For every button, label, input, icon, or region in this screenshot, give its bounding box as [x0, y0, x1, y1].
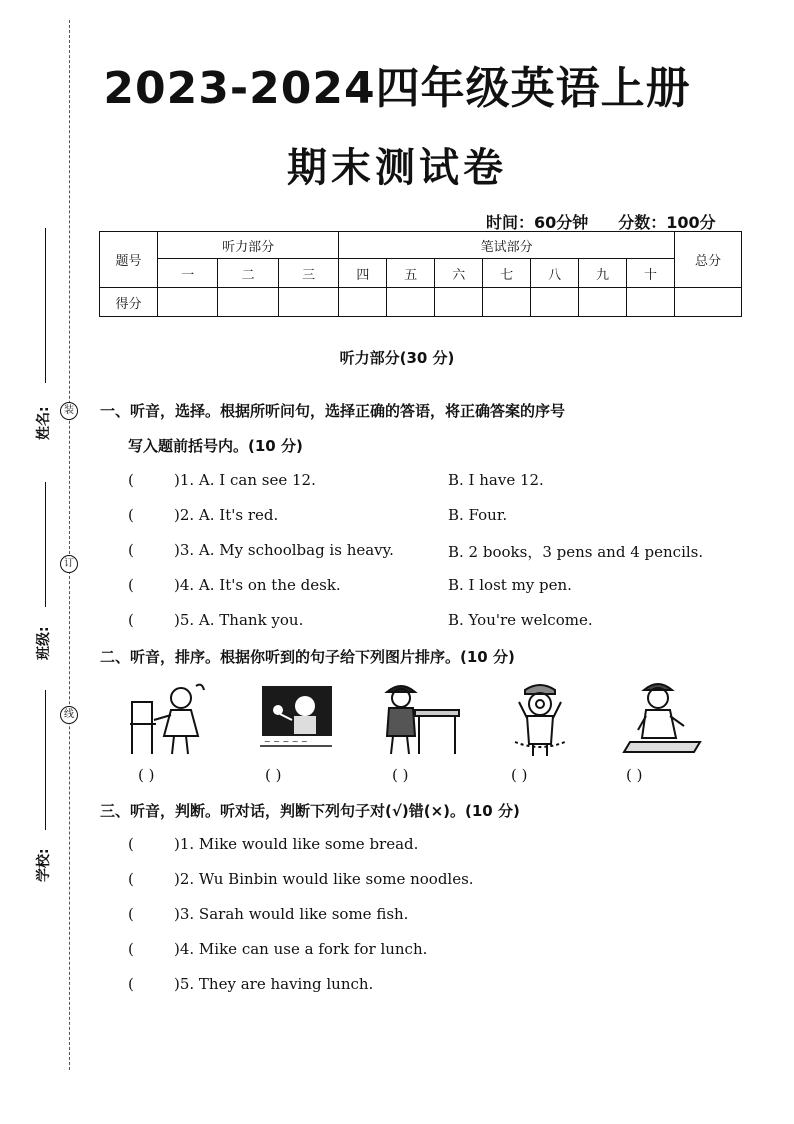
- section2-heading: 二、听音，排序。根据你听到的句子给下列图片排序。(10 分): [100, 648, 515, 666]
- picture-order-paren[interactable]: ( ): [511, 766, 528, 784]
- picture-girl-sitting: [620, 680, 710, 760]
- picture-girl-with-chair: [126, 680, 216, 760]
- score-cell[interactable]: [278, 288, 338, 317]
- score-cell[interactable]: [435, 288, 483, 317]
- class-blank[interactable]: [45, 482, 46, 607]
- answer-paren[interactable]: (: [128, 576, 134, 594]
- s1-item4-a: )4. A. It's on the desk.: [174, 576, 341, 594]
- page-title: 2023-2024四年级英语上册: [103, 63, 691, 114]
- s3-item2: )2. Wu Binbin would like some noodles.: [174, 870, 474, 888]
- picture-order-paren[interactable]: ( ): [138, 766, 155, 784]
- listening-header: 听力部分(30 分): [339, 349, 455, 367]
- col-num: 六: [435, 259, 483, 288]
- picture-order-paren[interactable]: ( ): [626, 766, 643, 784]
- answer-paren[interactable]: (: [128, 541, 134, 559]
- listening-group-header: 听力部分: [158, 232, 339, 259]
- time-info: 时间：60分钟: [486, 213, 589, 232]
- s1-item3-a: )3. A. My schoolbag is heavy.: [174, 541, 394, 559]
- score-cell[interactable]: [218, 288, 278, 317]
- s1-item2-a: )2. A. It's red.: [174, 506, 279, 524]
- class-label: 班级:: [36, 626, 52, 660]
- page-subtitle: 期末测试卷: [287, 145, 507, 191]
- s3-item4: )4. Mike can use a fork for lunch.: [174, 940, 428, 958]
- svg-text:~ ~ ~ ~ ~: ~ ~ ~ ~ ~: [264, 737, 308, 746]
- answer-paren[interactable]: (: [128, 870, 134, 888]
- col-num: 五: [387, 259, 435, 288]
- col-num: 四: [339, 259, 387, 288]
- answer-paren[interactable]: (: [128, 905, 134, 923]
- score-cell[interactable]: [158, 288, 218, 317]
- s1-item3-b: B. 2 books，3 pens and 4 pencils.: [448, 543, 704, 561]
- s1-item5-a: )5. A. Thank you.: [174, 611, 304, 629]
- answer-paren[interactable]: (: [128, 835, 134, 853]
- col-num: 十: [626, 259, 674, 288]
- picture-order-paren[interactable]: ( ): [265, 766, 282, 784]
- s1-item1-b: B. I have 12.: [448, 471, 544, 489]
- answer-paren[interactable]: (: [128, 471, 134, 489]
- picture-boy-on-phone: [495, 680, 585, 760]
- total-cell[interactable]: [675, 288, 742, 317]
- school-blank[interactable]: [45, 690, 46, 830]
- s1-item5-b: B. You're welcome.: [448, 611, 593, 629]
- picture-boy-at-desk: [375, 680, 465, 760]
- name-label: 姓名:: [36, 406, 52, 440]
- section3-heading: 三、听音，判断。听对话，判断下列句子对(√)错(×)。(10 分): [100, 802, 520, 820]
- section1-heading-cont: 写入题前括号内。(10 分): [128, 437, 303, 455]
- section1-heading: 一、听音，选择。根据所听问句，选择正确的答语，将正确答案的序号: [100, 402, 566, 420]
- score-cell[interactable]: [531, 288, 579, 317]
- col-num: 九: [579, 259, 627, 288]
- col-num: 八: [531, 259, 579, 288]
- answer-paren[interactable]: (: [128, 506, 134, 524]
- s1-item4-b: B. I lost my pen.: [448, 576, 572, 594]
- score-cell[interactable]: [626, 288, 674, 317]
- seal-mark-zhuang: 装: [60, 402, 78, 420]
- score-cell[interactable]: [579, 288, 627, 317]
- total-header: 总分: [675, 232, 742, 288]
- s3-item3: )3. Sarah would like some fish.: [174, 905, 409, 923]
- answer-paren[interactable]: (: [128, 975, 134, 993]
- s1-item2-b: B. Four.: [448, 506, 508, 524]
- s1-item1-a: )1. A. I can see 12.: [174, 471, 316, 489]
- row-label-score: 得分: [100, 288, 158, 317]
- row-label-num: 题号: [100, 232, 158, 288]
- col-num: 二: [218, 259, 278, 288]
- seal-mark-xian: 线: [60, 706, 78, 724]
- answer-paren[interactable]: (: [128, 611, 134, 629]
- answer-paren[interactable]: (: [128, 940, 134, 958]
- written-group-header: 笔试部分: [339, 232, 675, 259]
- col-num: 一: [158, 259, 218, 288]
- score-table: [99, 231, 742, 317]
- score-cell[interactable]: [339, 288, 387, 317]
- seal-mark-ding: 订: [60, 555, 78, 573]
- time-score-info: [486, 210, 716, 233]
- score-info: 分数：100分: [618, 213, 716, 232]
- score-cell[interactable]: [483, 288, 531, 317]
- col-num: 七: [483, 259, 531, 288]
- picture-order-paren[interactable]: ( ): [392, 766, 409, 784]
- s3-item1: )1. Mike would like some bread.: [174, 835, 419, 853]
- picture-teacher-at-board: [250, 680, 340, 760]
- school-label: 学校:: [36, 848, 52, 882]
- col-num: 三: [278, 259, 338, 288]
- s3-item5: )5. They are having lunch.: [174, 975, 374, 993]
- score-cell[interactable]: [387, 288, 435, 317]
